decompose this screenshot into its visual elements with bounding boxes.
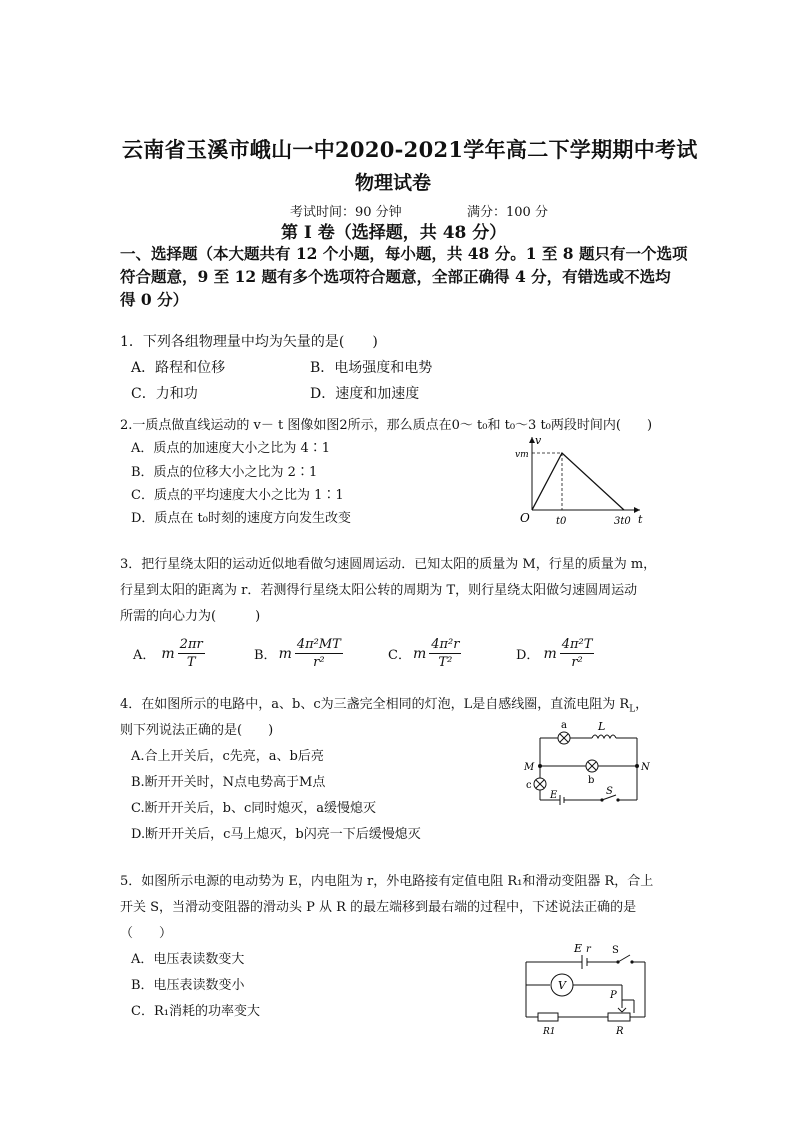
t0-label: t0 [556,516,567,527]
denominator: r² [313,655,325,670]
q4-circuit-diagram [520,718,655,806]
v-label: v [535,434,542,447]
q3-option-c-label: C． [388,648,411,663]
full-score: 满分：100 分 [467,205,548,220]
q1-stem: 1．下列各组物理量中均为矢量的是( ) [120,334,378,350]
inductor-l-label: L [598,720,606,733]
lamp-a-label: a [561,720,567,731]
q3-option-a [133,638,205,669]
voltmeter-label: V [558,979,566,992]
q3-option-c-fraction [429,638,461,669]
q4-option-d: D.断开开关后，c马上熄灭，b闪亮一下后缓慢熄灭 [131,827,421,842]
volume-title: 第 I 卷（选择题，共 48 分） [281,223,507,243]
switch-s-label: S [606,786,613,797]
q1-option-b: B．电场强度和电势 [310,360,433,376]
lamp-c-label: c [526,780,532,791]
q3-option-b [254,638,343,669]
t-label: t [638,513,643,526]
numerator: 2πr [179,637,203,652]
numerator: 4π²T [561,637,593,652]
slider-p-label: P [610,990,617,1001]
q3-option-c-mass: m [412,645,427,662]
rheostat-r-label: R [616,1026,624,1036]
emf-e-label: E [574,942,583,955]
q5-line3: （ ） [120,926,173,941]
q4-option-c: C.断开开关后，b、c同时熄灭，a缓慢熄灭 [131,801,376,816]
node-m-label: M [524,762,535,773]
q5-option-a: A．电压表读数变大 [131,952,245,967]
q3-option-d-fraction [560,638,595,669]
page-title: 云南省玉溪市峨山一中2020-2021学年高二下学期期中考试 [122,137,698,162]
q4-line1-text: 4．在如图所示的电路中，a、b、c为三盏完全相同的灯泡，L是自感线圈，直流电阻为 R [120,697,630,712]
q3-option-a-fraction [178,638,205,669]
exam-time: 考试时间：90 分钟 [290,205,402,220]
q3-option-d-label: D． [516,648,540,663]
q5-option-b: B．电压表读数变小 [131,978,245,993]
section-instruction-line1: 一、选择题（本大题共有 12 个小题，每小题，共 48 分。1 至 8 题只有一个选项 [120,244,688,263]
q2-stem: 2.一质点做直线运动的 v－ t 图像如图2所示，那么质点在0～ t₀和 t₀～3 t₀两段时间内( ) [120,418,653,433]
q2-option-d: D．质点在 t₀时刻的速度方向发生改变 [131,511,351,526]
vm-label: vm [515,450,529,460]
q3-option-b-mass: m [278,645,292,662]
q5-option-c: C．R₁消耗的功率变大 [131,1004,260,1019]
lamp-b-label: b [588,775,595,786]
q2-vt-graph [510,432,650,527]
denominator: r² [571,655,583,670]
q4-line1: 4．在如图所示的电路中，a、b、c为三盏完全相同的灯泡，L是自感线圈，直流电阻为 $R_L$， [120,697,649,715]
internal-r-label: r [586,944,591,955]
q4-option-b: B.断开开关时，N点电势高于M点 [131,775,326,790]
q5-circuit-diagram [518,940,653,1036]
q4-option-a: A.合上开关后，c先亮，a、b后亮 [131,749,324,764]
3t0-label: 3t0 [614,516,631,527]
q3-option-b-label: B． [254,648,277,663]
q3-line2: 行星到太阳的距离为 r．若测得行星绕太阳公转的周期为 T，则行星绕太阳做匀速圆周运动 [120,583,638,598]
switch-s-label: S [612,945,619,956]
q1-option-a: A．路程和位移 [131,360,226,376]
section-instruction-line3: 得 0 分） [120,290,189,309]
origin-label: O [520,511,530,525]
q3-option-d [516,638,594,669]
q3-option-d-mass: m [543,645,557,662]
resistor-r1-label: R1 [543,1027,556,1036]
q1-option-d: D．速度和加速度 [310,386,420,402]
q3-option-c [388,638,461,669]
denominator: T [186,655,196,670]
q2-option-a: A．质点的加速度大小之比为 4∶1 [131,441,331,456]
q3-line1: 3．把行星绕太阳的运动近似地看做匀速圆周运动．已知太阳的质量为 M，行星的质量为 m， [120,557,657,572]
numerator: 4π²MT [296,637,341,652]
node-n-label: N [641,762,650,773]
q5-line2: 开关 S，当滑动变阻器的滑动头 P 从 R 的最左端移到最右端的过程中，下述说法正确的是 [120,900,637,915]
vt-line [532,453,624,510]
q2-option-c: C．质点的平均速度大小之比为 1∶1 [131,488,344,503]
q1-option-c: C．力和功 [131,386,198,402]
q4-line2: 则下列说法正确的是( ) [120,723,274,738]
section-instruction-line2: 符合题意，9 至 12 题有多个选项符合题意，全部正确得 4 分，有错选或不选均 [120,267,671,286]
q3-line3: 所需的向心力为( ) [120,609,261,624]
denominator: T² [438,655,453,670]
q2-option-b: B．质点的位移大小之比为 2∶1 [131,465,318,480]
q5-line1: 5．如图所示电源的电动势为 E，内电阻为 r，外电路接有定值电阻 R₁和滑动变阻器 R，合上 [120,874,654,889]
q3-option-b-fraction [295,638,343,669]
q3-option-a-label: A． [133,648,156,663]
page-subtitle: 物理试卷 [355,172,432,194]
battery-e-label: E [550,790,558,801]
numerator: 4π²r [431,637,460,652]
q3-option-a-mass: m [161,645,175,662]
